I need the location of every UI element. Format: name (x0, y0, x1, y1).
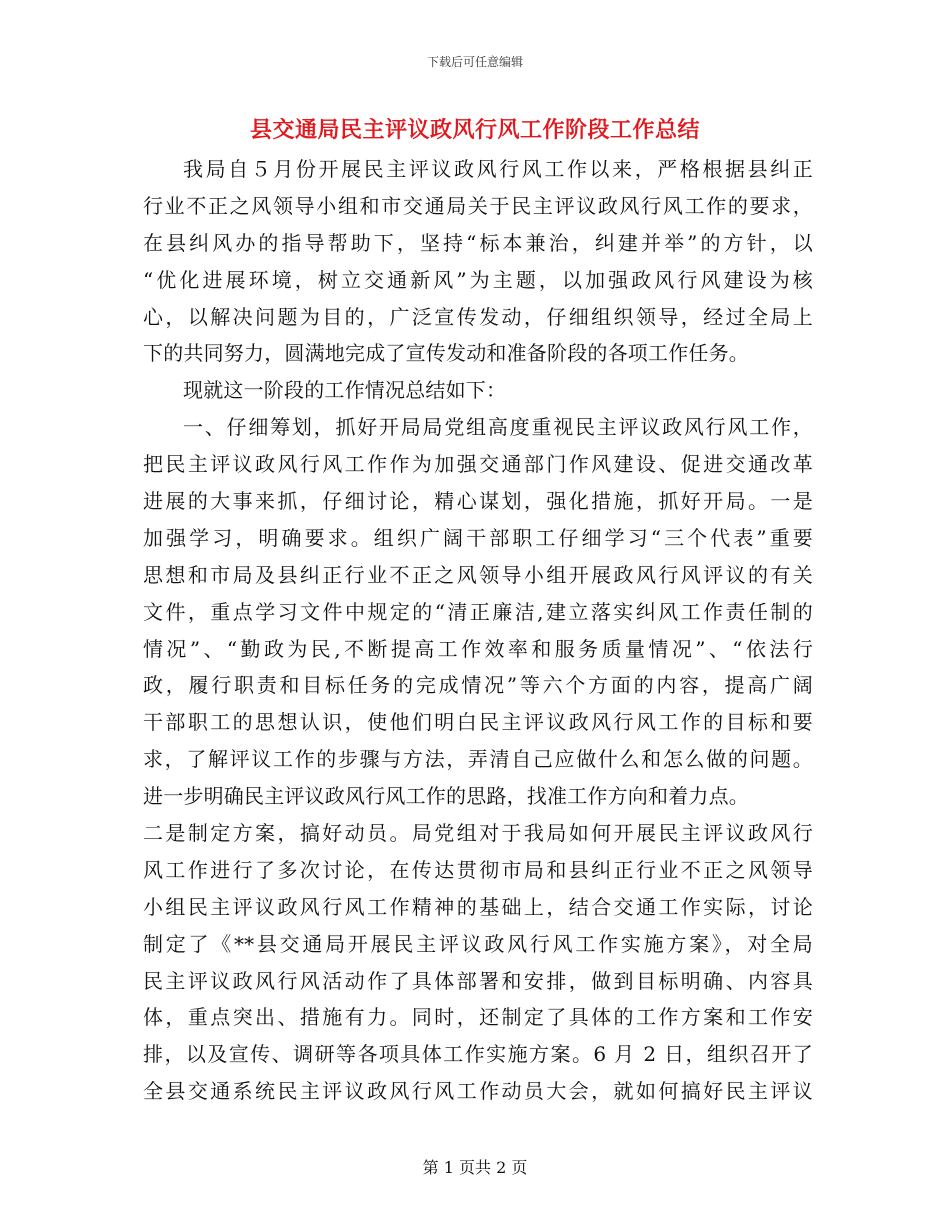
page-footer: 第 1 页共 2 页 (422, 1158, 528, 1177)
body-text-line: 文件，重点学习文件中规定的“清正廉洁,建立落实纠风工作责任制的 (143, 599, 813, 624)
body-text-line: 干部职工的思想认识，使他们明白民主评议政风行风工作的目标和要 (143, 710, 813, 735)
body-text-line: 政，履行职责和目标任务的完成情况”等六个方面的内容，提高广阔 (143, 673, 813, 698)
body-text-line: 行业不正之风领导小组和市交通局关于民主评议政风行风工作的要求， (143, 193, 813, 218)
body-text-line: 加强学习，明确要求。组织广阔干部职工仔细学习“三个代表”重要 (143, 525, 813, 550)
body-text-line: 把民主评议政风行风工作作为加强交通部门作风建设、促进交通改革 (143, 452, 813, 477)
document-title: 县交通局民主评议政风行风工作阶段工作总结 (249, 117, 700, 143)
body-text-line: 二是制定方案，搞好动员。局党组对于我局如何开展民主评议政风行 (143, 821, 813, 846)
body-text-line: 全县交通系统民主评议政风行风工作动员大会，就如何搞好民主评议 (143, 1079, 813, 1104)
body-text-line: 我局自５月份开展民主评议政风行风工作以来，严格根据县纠正 (183, 157, 813, 181)
document-body (143, 151, 813, 1110)
body-text-line: 小组民主评议政风行风工作精神的基础上，结合交通工作实际，讨论 (143, 894, 813, 919)
body-text-line: 在县纠风办的指导帮助下，坚持“标本兼治，纠建并举”的方针，以 (143, 230, 813, 255)
body-text-line: “优化进展环境，树立交通新风”为主题，以加强政风行风建设为核 (143, 267, 813, 292)
body-text-line: 现就这一阶段的工作情况总结如下： (183, 378, 507, 403)
body-text-line: 一、仔细筹划，抓好开局局党组高度重视民主评议政风行风工作， (183, 415, 813, 440)
body-text-line: 心，以解决问题为目的，广泛宣传发动，仔细组织领导，经过全局上 (143, 304, 813, 329)
header-note: 下载后可任意编辑 (426, 55, 523, 69)
body-text-line: 下的共同努力，圆满地完成了宣传发动和准备阶段的各项工作任务。 (143, 341, 749, 366)
body-text-line: 风工作进行了多次讨论，在传达贯彻市局和县纠正行业不正之风领导 (143, 857, 813, 882)
body-text-line: 体，重点突出、措施有力。同时，还制定了具体的工作方案和工作安 (143, 1005, 813, 1030)
body-text-line: 求，了解评议工作的步骤与方法，弄清自己应做什么和怎么做的问题。 (143, 747, 813, 772)
body-text-line: 进展的大事来抓，仔细讨论，精心谋划，强化措施，抓好开局。一是 (143, 489, 813, 514)
body-text-line: 制定了《**县交通局开展民主评议政风行风工作实施方案》，对全局 (143, 931, 813, 956)
body-text-line: 情况”、“勤政为民,不断提高工作效率和服务质量情况”、“依法行 (143, 636, 813, 661)
body-text-line: 排，以及宣传、调研等各项具体工作实施方案。6 月 2 日，组织召开了 (143, 1042, 813, 1067)
body-text-line: 民主评议政风行风活动作了具体部署和安排，做到目标明确、内容具 (143, 968, 813, 993)
body-text-line: 进一步明确民主评议政风行风工作的思路，找准工作方向和着力点。 (143, 784, 749, 809)
body-text-line: 思想和市局及县纠正行业不正之风领导小组开展政风行风评议的有关 (143, 562, 813, 587)
